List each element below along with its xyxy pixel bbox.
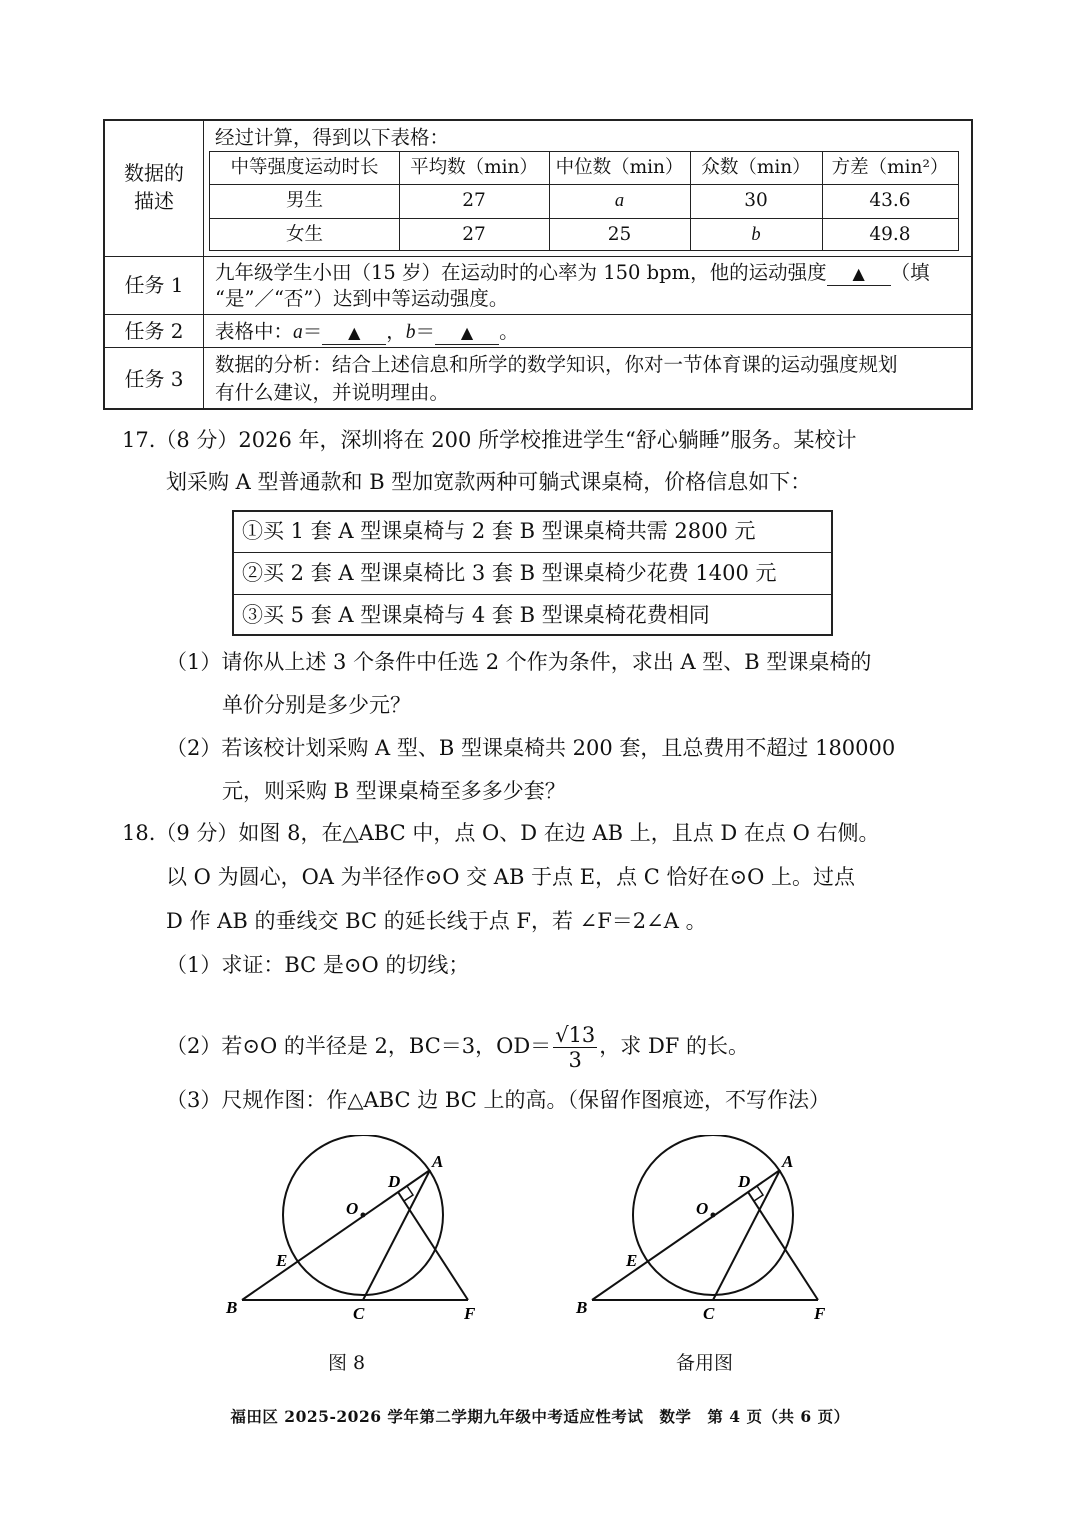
q18-part2-text: ，求 DF 的长。 — [599, 1034, 750, 1058]
task1-text: 九年级学生小田（15 岁）在运动时的心率为 150 bpm，他的运动强度 — [215, 261, 827, 284]
label-f: F — [464, 1304, 476, 1323]
comma: ， — [386, 320, 406, 343]
label-a: A — [782, 1152, 794, 1171]
triangle-marker: ▲ — [348, 323, 361, 342]
label-e: E — [276, 1251, 288, 1270]
q17-line2: 划采购 A 型普通款和 B 型加宽款两种可躺式课桌椅，价格信息如下： — [166, 470, 812, 494]
q18-line2: 以 O 为圆心，OA 为半径作⊙O 交 AB 于点 E，点 C 恰好在⊙O 上。过点 — [166, 865, 855, 889]
label-d: D — [388, 1172, 401, 1191]
price-conditions-box — [232, 510, 833, 636]
q17-line1: 17.（8 分）2026 年，深圳将在 200 所学校推进学生“舒心躺睡”服务。某校计 — [122, 428, 857, 452]
period: 。 — [499, 320, 519, 343]
q17-part2-line2: 元，则采购 B 型课桌椅至多多少套？ — [222, 779, 566, 803]
segment-ba — [592, 1170, 780, 1300]
task1-text: （填 — [890, 261, 930, 284]
label-d: D — [738, 1172, 751, 1191]
stats-cell: 49.8 — [869, 224, 911, 245]
stats-cell: 27 — [462, 224, 486, 245]
task1-line2: “是”／“否”）达到中等运动强度。 — [215, 287, 509, 310]
stats-header: 方差（min²） — [831, 157, 949, 178]
triangle-marker: ▲ — [460, 323, 474, 342]
q17-part2-line1: （2）若该校计划采购 A 型、B 型课桌椅共 200 套，且总费用不超过 180000 — [166, 736, 896, 760]
q18-part2-text: （2）若⊙O 的半径是 2，BC＝3，OD＝ — [166, 1034, 552, 1058]
stats-header: 中等强度运动时长 — [230, 157, 379, 178]
q18-part1: （1）求证：BC 是⊙O 的切线； — [166, 953, 470, 977]
segment-df — [748, 1192, 818, 1300]
label-o: O — [696, 1199, 709, 1218]
stats-header: 众数（min） — [701, 157, 811, 178]
label-o: O — [346, 1199, 359, 1218]
fraction-sqrt13-over-3 — [553, 1023, 597, 1072]
page-footer: 福田区 2025-2026 学年第二学期九年级中考适应性考试 数学 第 4 页（共 6 页） — [230, 1407, 850, 1426]
variable-b: b — [405, 322, 416, 343]
figure-8-caption: 图 8 — [328, 1352, 366, 1374]
q17-part1-line2: 单价分别是多少元？ — [222, 693, 411, 717]
table-divider — [234, 594, 831, 595]
stats-table — [209, 151, 959, 251]
label-f: F — [814, 1304, 826, 1323]
stats-cell: 男生 — [285, 190, 323, 211]
data-intro-text: 经过计算，得到以下表格： — [215, 126, 450, 149]
q18-part3: （3）尺规作图：作△ABC 边 BC 上的高。（保留作图痕迹，不写作法） — [166, 1088, 830, 1112]
center-dot — [361, 1213, 366, 1218]
table-divider — [203, 121, 204, 408]
task3-line2: 有什么建议，并说明理由。 — [215, 381, 450, 404]
label-c: C — [353, 1304, 365, 1323]
table-divider — [105, 256, 971, 257]
stats-cell: 27 — [462, 190, 486, 211]
segment-ba — [242, 1170, 430, 1300]
stats-cell: 43.6 — [869, 190, 911, 211]
label-b: B — [576, 1298, 588, 1317]
fraction-denominator: 3 — [568, 1048, 582, 1072]
segment-df — [398, 1192, 468, 1300]
stats-cell: 30 — [744, 190, 768, 211]
answer-blank[interactable] — [435, 321, 499, 345]
stats-cell: a — [614, 191, 625, 211]
q18-part2 — [166, 1023, 749, 1072]
q18-line1: 18.（9 分）如图 8，在△ABC 中，点 O、D 在边 AB 上，且点 D 在点 O 右侧。 — [122, 821, 880, 845]
table-divider — [234, 552, 831, 553]
row-label-task2: 任务 2 — [124, 319, 184, 343]
stats-cell: 25 — [607, 224, 632, 245]
row-label-task3: 任务 3 — [124, 367, 184, 391]
equals-sign: ＝ — [415, 320, 436, 343]
triangle-marker: ▲ — [852, 264, 865, 283]
label-a: A — [432, 1152, 444, 1171]
equals-sign: ＝ — [302, 320, 323, 343]
answer-blank[interactable] — [322, 321, 386, 345]
backup-diagram — [570, 1135, 840, 1330]
task2-text: 表格中： — [215, 320, 294, 343]
table-divider — [105, 314, 971, 315]
stats-header: 中位数（min） — [555, 157, 684, 178]
variable-a: a — [293, 322, 303, 343]
task3-line1: 数据的分析：结合上述信息和所学的数学知识，你对一节体育课的运动强度规划 — [215, 353, 898, 376]
figure-8-diagram — [220, 1135, 490, 1330]
task2-line — [215, 317, 519, 348]
stats-cell: b — [751, 225, 761, 245]
answer-blank[interactable] — [827, 262, 891, 286]
data-task-table — [103, 119, 973, 410]
label-b: B — [226, 1298, 238, 1317]
condition-1: ①买 1 套 A 型课桌椅与 2 套 B 型课桌椅共需 2800 元 — [242, 519, 756, 543]
row-label-task1: 任务 1 — [124, 273, 184, 297]
stats-header: 平均数（min） — [410, 157, 538, 178]
row-label-data-description: 数据的 描述 — [124, 161, 184, 213]
center-dot — [711, 1213, 716, 1218]
q17-part1-line1: （1）请你从上述 3 个条件中任选 2 个作为条件，求出 A 型、B 型课桌椅的 — [166, 650, 872, 674]
stats-cell: 女生 — [285, 224, 323, 245]
label-c: C — [703, 1304, 715, 1323]
fraction-numerator: √13 — [555, 1023, 596, 1047]
q18-line3: D 作 AB 的垂线交 BC 的延长线于点 F，若 ∠F＝2∠A 。 — [166, 909, 707, 933]
condition-3: ③买 5 套 A 型课桌椅与 4 套 B 型课桌椅花费相同 — [242, 603, 710, 627]
label-e: E — [626, 1251, 638, 1270]
condition-2: ②买 2 套 A 型课桌椅比 3 套 B 型课桌椅少花费 1400 元 — [242, 561, 777, 585]
backup-figure-caption: 备用图 — [676, 1352, 734, 1374]
